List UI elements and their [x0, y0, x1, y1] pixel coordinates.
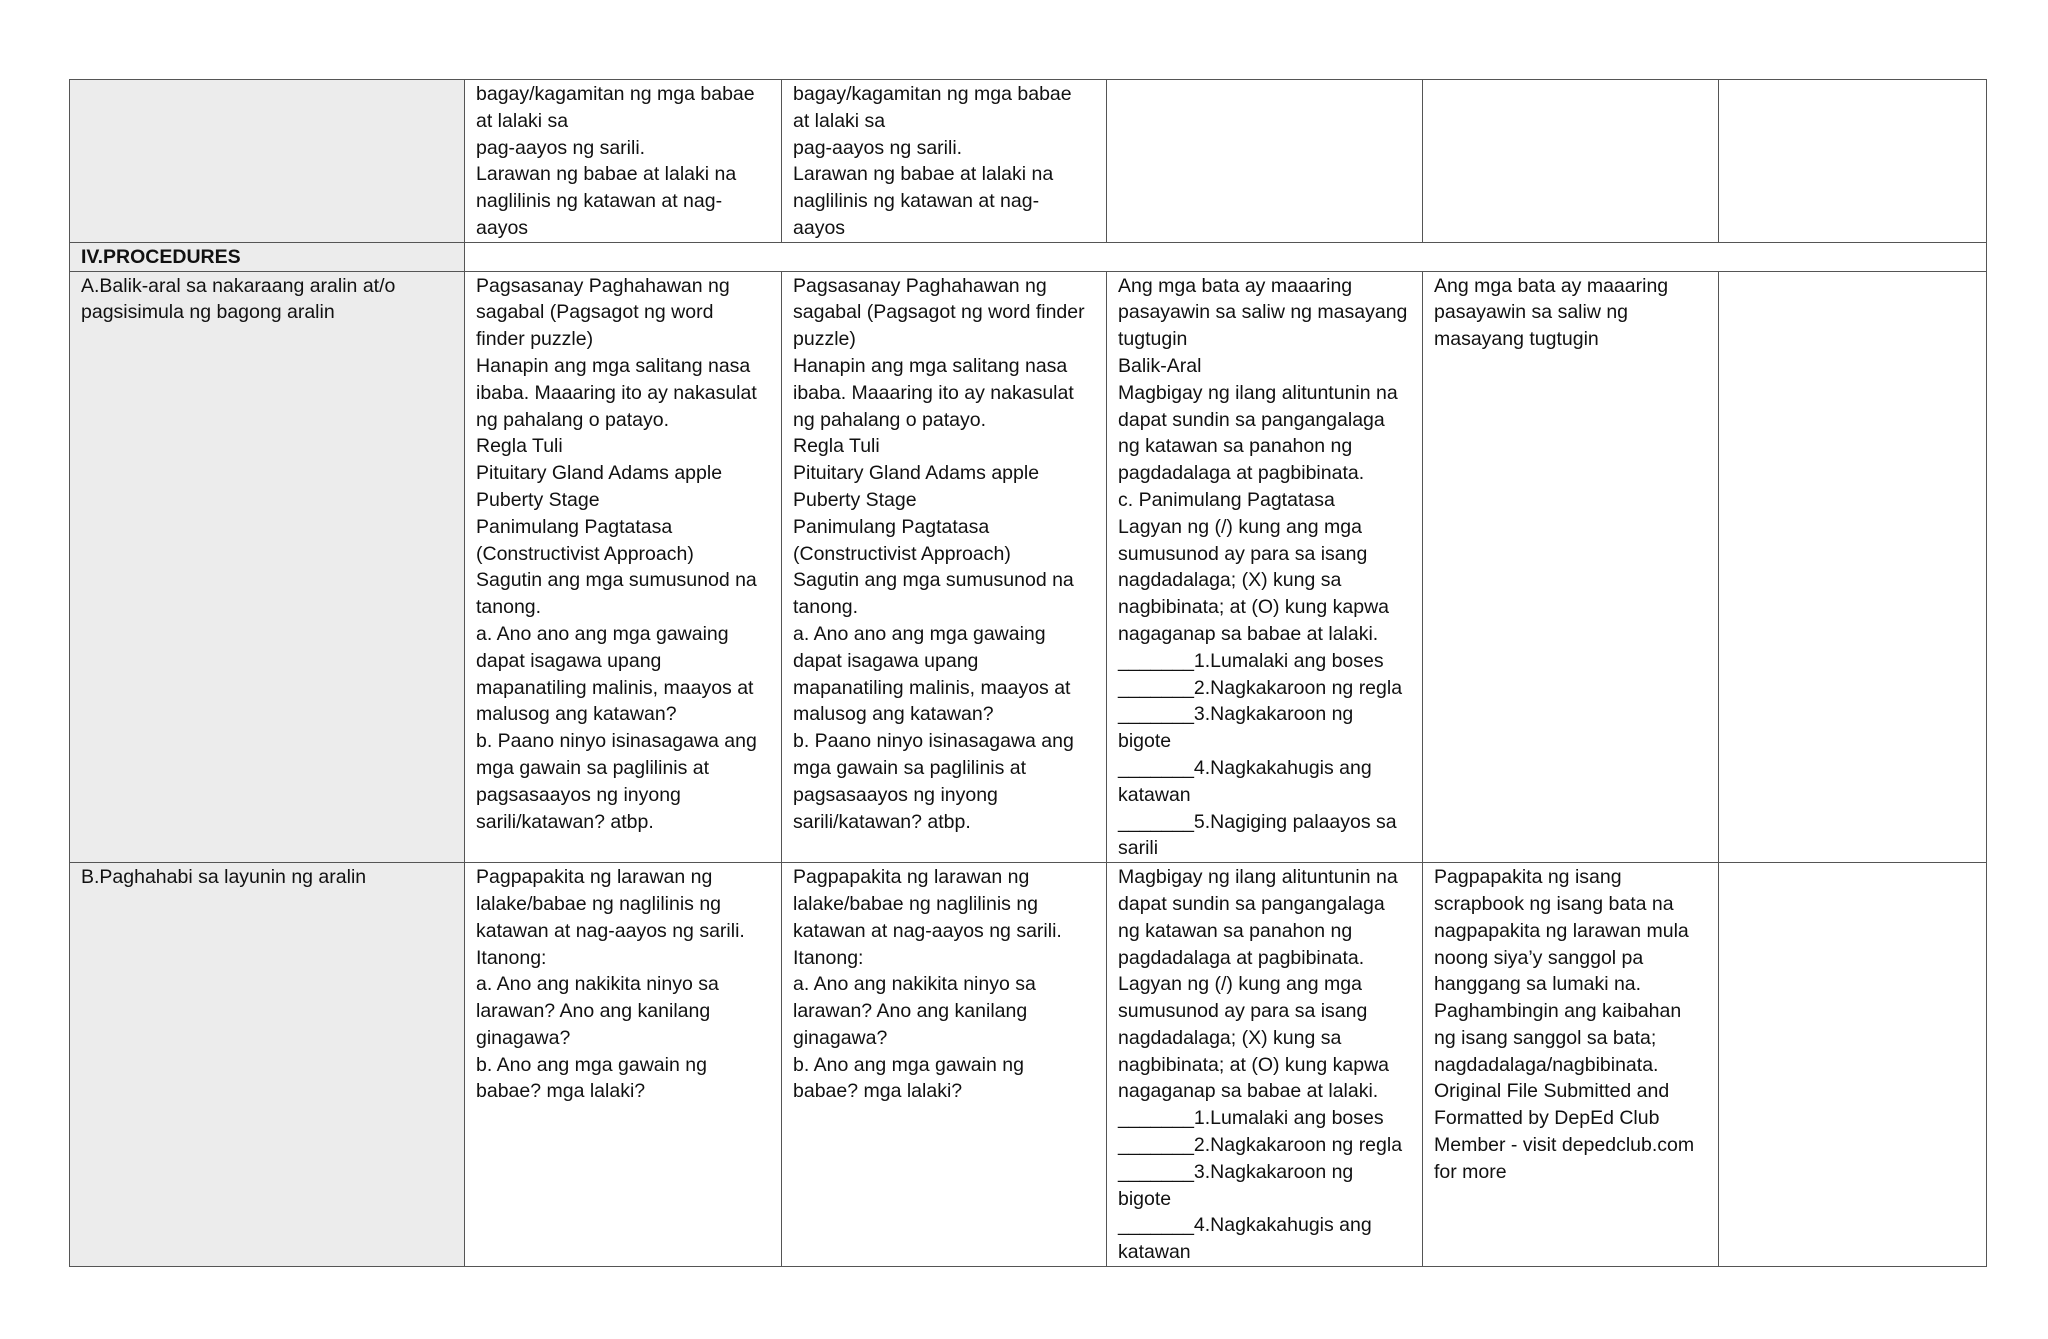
- text-line: ng pahalang o patayo.: [476, 408, 670, 431]
- text-line: at lalaki sa: [476, 109, 569, 132]
- text-line: mapanatiling malinis, maayos at: [476, 676, 754, 699]
- row-label-purpose: [70, 863, 465, 1267]
- text-line: Sagutin ang mga sumusunod na: [476, 569, 757, 592]
- text-line: pagdadalaga at pagbibinata.: [1118, 462, 1365, 485]
- text-line: _______3.Nagkakaroon ng: [1118, 1160, 1354, 1183]
- text-line: nagaganap sa babae at lalaki.: [1118, 1080, 1379, 1103]
- text-line: ginagawa?: [793, 1026, 888, 1049]
- text-line: bagay/kagamitan ng mga babae: [476, 83, 755, 105]
- cell-day2: [782, 80, 1107, 243]
- text-line: pag-aayos ng sarili.: [793, 136, 963, 159]
- text-line: sarili/katawan? atbp.: [793, 810, 971, 833]
- section-heading-procedures: IV.PROCEDURES: [70, 242, 465, 271]
- text-line: scrapbook ng isang bata na: [1434, 892, 1674, 915]
- text-line: Panimulang Pagtatasa: [476, 515, 673, 538]
- cell-day3: [1107, 80, 1423, 243]
- text-line: tugtugin: [1118, 328, 1188, 351]
- text-line: (Constructivist Approach): [793, 542, 1011, 565]
- text-line: Pagpapakita ng larawan ng: [793, 866, 1030, 889]
- text-line: Hanapin ang mga salitang nasa: [793, 354, 1068, 377]
- table-row-purpose: [70, 863, 1987, 1267]
- text-line: Larawan ng babae at lalaki na: [793, 163, 1054, 186]
- text-line: Pituitary Gland Adams apple: [476, 462, 723, 485]
- text-line: pasayawin sa saliw ng: [1434, 301, 1629, 324]
- text-line: sagabal (Pagsagot ng word: [476, 301, 714, 324]
- text-line: sagabal (Pagsagot ng word finder: [793, 301, 1085, 324]
- cell-day5: [1719, 863, 1987, 1267]
- cell-day1: [465, 271, 782, 863]
- cell-day4: [1423, 271, 1719, 863]
- text-line: Regla Tuli: [793, 435, 880, 458]
- text-line: for more: [1434, 1160, 1507, 1183]
- text-line: Puberty Stage: [793, 488, 917, 511]
- text-line: naglilinis ng katawan at nag-: [793, 190, 1040, 213]
- text-line: _______4.Nagkakahugis ang: [1118, 756, 1372, 779]
- text-line: larawan? Ano ang kanilang: [476, 1000, 711, 1023]
- text-line: nagdadalaga; (X) kung sa: [1118, 1026, 1342, 1049]
- text-line: _______4.Nagkakahugis ang: [1118, 1214, 1372, 1237]
- text-line: katawan at nag-aayos ng sarili.: [476, 919, 745, 942]
- text-line: dapat isagawa upang: [476, 649, 662, 672]
- text-line: Itanong:: [476, 946, 547, 969]
- text-line: a. Ano ano ang mga gawaing: [476, 622, 729, 645]
- text-line: nagdadalaga; (X) kung sa: [1118, 569, 1342, 592]
- text-line: b. Paano ninyo isinasagawa ang: [793, 730, 1074, 753]
- section-heading-span: [465, 242, 1987, 271]
- text-line: Hanapin ang mga salitang nasa: [476, 354, 751, 377]
- text-line: naglilinis ng katawan at nag-: [476, 190, 723, 213]
- text-line: mga gawain sa paglilinis at: [793, 756, 1027, 779]
- text-line: Member - visit depedclub.com: [1434, 1134, 1695, 1157]
- text-line: Itanong:: [793, 946, 864, 969]
- text-line: dapat sundin sa pangangalaga: [1118, 892, 1385, 915]
- text-line: a. Ano ang nakikita ninyo sa: [793, 973, 1036, 996]
- text-line: Puberty Stage: [476, 488, 600, 511]
- text-line: at lalaki sa: [793, 109, 886, 132]
- text-line: lalake/babae ng naglilinis ng: [793, 892, 1039, 915]
- text-line: Magbigay ng ilang alituntunin na: [1118, 381, 1398, 404]
- text-line: Panimulang Pagtatasa: [793, 515, 990, 538]
- text-line: noong siya’y sanggol pa: [1434, 946, 1644, 969]
- text-line: ng isang sanggol sa bata;: [1434, 1026, 1657, 1049]
- text-line: Pituitary Gland Adams apple: [793, 462, 1040, 485]
- text-line: Regla Tuli: [476, 435, 563, 458]
- text-line: pag-aayos ng sarili.: [476, 136, 646, 159]
- text-line: c. Panimulang Pagtatasa: [1118, 488, 1335, 511]
- row-label-cell: [70, 80, 465, 243]
- text-line: Pagsasanay Paghahawan ng: [793, 274, 1047, 297]
- text-line: B.Paghahabi sa layunin ng aralin: [81, 866, 367, 889]
- text-line: Magbigay ng ilang alituntunin na: [1118, 866, 1398, 889]
- text-line: dapat sundin sa pangangalaga: [1118, 408, 1385, 431]
- text-line: b. Ano ang mga gawain ng: [793, 1053, 1024, 1076]
- text-line: b. Paano ninyo isinasagawa ang: [476, 730, 757, 753]
- table-row-review: [70, 271, 1987, 863]
- text-line: nagbibinata; at (O) kung kapwa: [1118, 596, 1390, 619]
- text-line: _______3.Nagkakaroon ng: [1118, 703, 1354, 726]
- text-line: larawan? Ano ang kanilang: [793, 1000, 1028, 1023]
- text-line: nagaganap sa babae at lalaki.: [1118, 622, 1379, 645]
- text-line: babae? mga lalaki?: [476, 1080, 646, 1103]
- text-line: malusog ang katawan?: [476, 703, 677, 726]
- text-line: bigote: [1118, 730, 1172, 753]
- text-line: bagay/kagamitan ng mga babae: [793, 83, 1072, 105]
- text-line: sumusunod ay para sa isang: [1118, 1000, 1368, 1023]
- text-line: a. Ano ano ang mga gawaing: [793, 622, 1046, 645]
- text-line: (Constructivist Approach): [476, 542, 694, 565]
- text-line: mapanatiling malinis, maayos at: [793, 676, 1071, 699]
- cell-day5: [1719, 271, 1987, 863]
- cell-day2: [782, 863, 1107, 1267]
- text-line: pagsisimula ng bagong aralin: [81, 301, 335, 324]
- row-label-review: [70, 271, 465, 863]
- text-line: sarili: [1118, 837, 1159, 860]
- table-row-procedures: [70, 242, 1987, 271]
- cell-day2: [782, 271, 1107, 863]
- text-line: _______5.Nagiging palaayos sa: [1118, 810, 1397, 833]
- text-line: tanong.: [793, 596, 859, 619]
- cell-day3: [1107, 863, 1423, 1267]
- text-line: a. Ano ang nakikita ninyo sa: [476, 973, 719, 996]
- text-line: masayang tugtugin: [1434, 328, 1599, 351]
- text-line: pasayawin sa saliw ng masayang: [1118, 301, 1408, 324]
- text-line: mga gawain sa paglilinis at: [476, 756, 710, 779]
- cell-day5: [1719, 80, 1987, 243]
- text-line: _______1.Lumalaki ang boses: [1118, 649, 1384, 672]
- text-line: A.Balik-aral sa nakaraang aralin at/o: [81, 274, 396, 297]
- text-line: katawan: [1118, 1241, 1191, 1264]
- cell-day3: [1107, 271, 1423, 863]
- text-line: Lagyan ng (/) kung ang mga: [1118, 515, 1362, 538]
- text-line: sarili/katawan? atbp.: [476, 810, 654, 833]
- text-line: aayos: [476, 216, 529, 239]
- text-line: finder puzzle): [476, 328, 594, 351]
- text-line: katawan: [1118, 783, 1191, 806]
- text-line: pagdadalaga at pagbibinata.: [1118, 946, 1365, 969]
- text-line: _______1.Lumalaki ang boses: [1118, 1107, 1384, 1130]
- text-line: Lagyan ng (/) kung ang mga: [1118, 973, 1362, 996]
- text-line: _______2.Nagkakaroon ng regla: [1118, 676, 1403, 699]
- text-line: Formatted by DepEd Club: [1434, 1107, 1660, 1130]
- cell-day4: [1423, 863, 1719, 1267]
- text-line: b. Ano ang mga gawain ng: [476, 1053, 707, 1076]
- text-line: Pagpapakita ng isang: [1434, 866, 1622, 889]
- text-line: pagsasaayos ng inyong: [476, 783, 681, 806]
- text-line: Balik-Aral: [1118, 354, 1202, 377]
- text-line: babae? mga lalaki?: [793, 1080, 963, 1103]
- text-line: Pagpapakita ng larawan ng: [476, 866, 713, 889]
- text-line: ibaba. Maaaring ito ay nakasulat: [793, 381, 1074, 404]
- text-line: lalake/babae ng naglilinis ng: [476, 892, 722, 915]
- text-line: aayos: [793, 216, 846, 239]
- table-row-materials: [70, 80, 1987, 243]
- cell-day1: [465, 863, 782, 1267]
- text-line: nagdadalaga/nagbibinata.: [1434, 1053, 1659, 1076]
- text-line: Original File Submitted and: [1434, 1080, 1670, 1103]
- text-line: ng pahalang o patayo.: [793, 408, 987, 431]
- text-line: Ang mga bata ay maaaring: [1434, 274, 1669, 297]
- text-line: Larawan ng babae at lalaki na: [476, 163, 737, 186]
- text-line: pagsasaayos ng inyong: [793, 783, 998, 806]
- text-line: nagbibinata; at (O) kung kapwa: [1118, 1053, 1390, 1076]
- text-line: _______2.Nagkakaroon ng regla: [1118, 1134, 1403, 1157]
- text-line: Pagsasanay Paghahawan ng: [476, 274, 730, 297]
- cell-day4: [1423, 80, 1719, 243]
- text-line: nagpapakita ng larawan mula: [1434, 919, 1689, 942]
- text-line: malusog ang katawan?: [793, 703, 994, 726]
- text-line: ibaba. Maaaring ito ay nakasulat: [476, 381, 757, 404]
- text-line: Sagutin ang mga sumusunod na: [793, 569, 1074, 592]
- text-line: bigote: [1118, 1187, 1172, 1210]
- text-line: ng katawan sa panahon ng: [1118, 919, 1353, 942]
- text-line: dapat isagawa upang: [793, 649, 979, 672]
- text-line: sumusunod ay para sa isang: [1118, 542, 1368, 565]
- text-line: puzzle): [793, 328, 856, 351]
- text-line: ginagawa?: [476, 1026, 571, 1049]
- text-line: Paghambingin ang kaibahan: [1434, 1000, 1682, 1023]
- text-line: Ang mga bata ay maaaring: [1118, 274, 1353, 297]
- text-line: tanong.: [476, 596, 542, 619]
- text-line: hanggang sa lumaki na.: [1434, 973, 1642, 996]
- cell-day1: [465, 80, 782, 243]
- lesson-plan-table: [69, 79, 1987, 1267]
- text-line: katawan at nag-aayos ng sarili.: [793, 919, 1062, 942]
- text-line: ng katawan sa panahon ng: [1118, 435, 1353, 458]
